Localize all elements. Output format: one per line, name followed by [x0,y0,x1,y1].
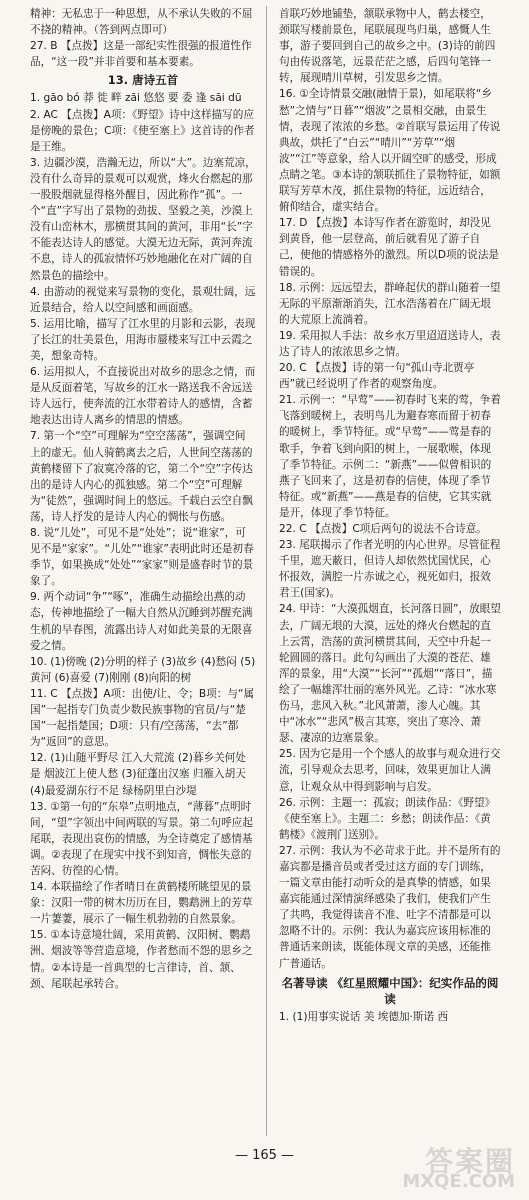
right-para-8: 23. 尾联揭示了作者光明的内心世界。尽管征程千里，遮天蔽日，但诗人却依然忧国忧民，心怀报效，满腔一片赤诚之心，视死如归，报效君王(国家)。 [279,539,501,600]
left-column [30,6,256,1141]
left-para-16: 14. 本联描绘了作者晴日在黄鹤楼所眺望见的景象：汉阳一带的树木历历在目，鹦鹉洲上的芳草一片萋萋，展示了一幅生机勃勃的自然景象。 [30,881,253,926]
left-para-11: 9. 两个动词“争”“啄”，准确生动描绘出燕的动态，传神地描绘了一幅大自然从沉睡到苏醒充满生机的早春图，流露出诗人对如此美景的无限喜爱之情。 [30,591,253,652]
right-para-4: 19. 采用拟人手法：故乡水万里迢迢送诗人，表达了诗人的浓浓思乡之情。 [279,329,501,358]
watermark-line1: 答案圈 [424,1145,515,1178]
left-para-3: 1. gāo bó 莽 徙 畔 zāi 悠悠 要 委 逢 sāi dū [30,92,242,105]
left-para-15: 13. ①第一句的“东皋”点明地点，“薄暮”点明时间，“望”字领出中间两联的写景。第二句呼应起尾联，表现出哀伤的情感，为全诗奠定了感情基调。②表现了在现实中找不到知音，惆怅失意的苦闷、彷徨的心情。 [30,800,253,877]
left-para-1: 27. B 【点拨】这是一部纪实性很强的报道性作品，“这一段”并非首要和基本要素。 [30,40,252,69]
right-para-2: 17. D 【点拨】本诗写作者在游览时，却没见到黄昏，他一层登高，前后就看见了游子自己，使他的情感格外的激烈。所以D项的说法是错误的。 [279,217,500,278]
right-column [279,6,501,1141]
reading-guide-heading: 名著导读 《红星照耀中国》：纪实作品的阅读 [281,975,499,1006]
right-para-5: 20. C 【点拨】诗的第一句“孤山寺北贾亭西”就已经说明了作者的观察角度。 [279,362,475,391]
left-para-4: 2. AC 【点拨】A项：《野望》诗中这样描写的应是傍晚的景色；C项：《使至塞上》这首诗的作者是王维。 [30,108,255,153]
right-para-1: 16. ①全诗情景交融(融情于景)，如尾联将“乡愁”之情与“日暮”“烟波”之景相交融，由景生情，表现了浓浓的乡愁。②首联写景运用了传说典故，烘托了“白云”“晴川”“芳草”“烟波”“江”等意象，给人以开阔空旷的感受，形成点睛之笔。③本诗的颔联抓住了景物特征，如额联写芳草木茂，抓住景物的特征，远近结合，俯仰结合，虚实结合。 [279,88,501,214]
left-para-8: 6. 运用拟人，不直接说出对故乡的思念之情，而是从反面着笔，写故乡的江水一路送我不舍远送诗人远行，使奔流的江水带着诗人的感情，含蓄地表达出诗人离乡的情思的情感。 [30,366,256,427]
right-para-6: 21. 示例一：“早莺”——初春时飞来的莺，争着飞落到暖树上，表明鸟儿为避春寒而留于初春的暖树上，季节特征。或“早莺”——莺是春的歌手，争着飞到向阳的树上，一展歌喉，体现了季节特征。示例二：“新燕”——似曾相识的燕子飞回来了，这是初春的信使，体现了季节特征。或“新燕”——燕是春的信使，它其实就是开，体现了季节特征。 [279,394,501,519]
right-para-11: 26. 示例：主题一：孤寂；朗读作品：《野望》《使至塞上》。主题二：乡愁；朗读作品：《黄鹤楼》《渡荆门送别》。 [279,796,496,841]
right-para-9: 24. 甲诗：“大漠孤烟直，长河落日圆”，放眼望去，广阔无垠的大漠，远处的烽火台燃起的直上云霄，浩荡的黄河横贯其间，天空中升起一轮圆圆的落日。此句勾画出了大漠的苍茫、雄浑的景象，用“大漠”“长河”“孤烟”“落日”，描绘了一幅雄浑壮丽的塞外风光。乙诗：“冰水寒伤马，悲风入秋。”北风萧萧，渗人心魄。其中“冰水”“悲风”极言其寒，突出了寒冷、萧瑟、凄凉的边塞景象。 [279,603,501,745]
left-para-0: 精神：无私忠于一种思想，从不承认失败的不屈不挠的精神。（答到两点即可） [30,8,253,37]
section-heading: 13. 唐诗五首 [107,73,179,88]
left-para-7: 5. 运用比喻，描写了江水里的月影和云影，表现了长江的壮美景色，用海市蜃楼来写江中云霞之美，想象奇特。 [30,317,256,362]
right-para-14: 1. (1)用事实说话 美 埃德加·斯诺 西 [279,1010,449,1023]
right-para-7: 22. C 【点拨】C项后两句的说法不合诗意。 [279,523,487,535]
left-para-12: 10. (1)傍晚 (2)分明的样子 (3)故乡 (4)愁闷 (5)黄河 (6)喜爱 (7)刚刚 (8)向阳的树 [30,655,256,684]
right-para-10: 25. 因为它是用一个个感人的故事与观众进行交流，引导观众去思考，回味，效果更加让人满意，让观众从中得到影响与启发。 [279,748,501,793]
watermark-logo [402,1145,515,1192]
left-para-5: 3. 边疆沙漠，浩瀚无边，所以“大”。边塞荒凉，没有什么奇异的景观可以观赏，烽火台燃起的那一股股烟就显得格外醒目，因此称作“孤”。一个“直”字写出了景物的劲拔、坚毅之美，沙漠上没有山峦林木，那横贯其间的黄河，非用“长”字不能表达诗人的感觉。大漠无边无际，黄河奔流不息，诗人的孤寂情怀巧妙地融化在对广阔的自然景色的描绘中。 [30,156,256,282]
column-divider [266,6,267,1136]
left-para-13: 11. C 【点拨】A项：出使/让、令；B项：与“属国”一起指专门负责少数民族事物的官员/与“楚国”一起指楚国；D项：只有/空荡荡，“去”都为“返回”的意思。 [30,687,255,749]
watermark-line2: MXQE.COM [402,1171,515,1192]
page-number: — 165 — [234,1148,295,1163]
right-para-12: 27. 示例：我认为不必苛求于此。并不是所有的嘉宾都是播音员或者受过这方面的专门训练，一篇文章由能打动听众的是真挚的情感，如果嘉宾能通过深情演绎感染了我们，使我们产生了共鸣，我觉得读音不准、吐字不清都是可以忽略不计的。示例：我认为嘉宾应该用标准的普通话来朗读，既能体现文章的美感，还能推广普通话。 [279,844,501,970]
left-para-17: 15. ①本诗意境壮阔，采用黄鹤、汉阳树、鹦鹉洲、烟波等等营造意境，作者愁而不怨的思乡之情。②本诗是一首典型的七言律诗，首、颔、颈、尾联起承转合。 [30,929,253,990]
left-para-9: 7. 第一个“空”可理解为“空空荡荡”，强调空间上的虚无。仙人骑鹤离去之后，人世间空荡荡的黄鹤楼留下了寂寞冷落的它，第二个“空”字传达出的是诗人内心的孤独感。第二个“空”可理解为“徒然”，强调时间上的悠远。千载白云空自飘荡，诗人抒发的是诗人内心的惆怅与伤感。 [30,430,253,523]
right-para-3: 18. 示例：远远望去，群峰起伏的群山随着一望无际的平原渐渐消失，江水浩荡着在广阔无垠的大荒原上流淌着。 [279,281,501,326]
left-para-6: 4. 由游动的视觉来写景物的变化，景观壮阔，远近景结合，给人以空间感和画面感。 [30,285,256,314]
page-number-text: 165 [252,1148,277,1163]
left-para-10: 8. 说“儿处”，可见不是“处处”；说“谁家”，可见不是“家家”。“儿处”“谁家”表明此时还是初春季节，如果换成“处处”“家家”则是盛春时节的景象了。 [30,527,254,588]
right-para-0: 首联巧妙地铺垫，颔联承物中人，鹤去楼空，颈联写楼前景色，尾联展现鸟归巢，感慨人生事，游子要回到自己的故乡之中。(3)诗的前四句由传说落笔，远景茫茫之感，后四句笔锋一转，展现晴川草树，引发思乡之情。 [279,8,496,85]
left-para-14: 12. (1)山随平野尽 江入大荒流 (2)暮乡关何处是 烟波江上使人愁 (3)征蓬出汉塞 归雁入胡天 (4)最爱湖东行不足 绿杨阴里白沙堤 [30,752,246,797]
